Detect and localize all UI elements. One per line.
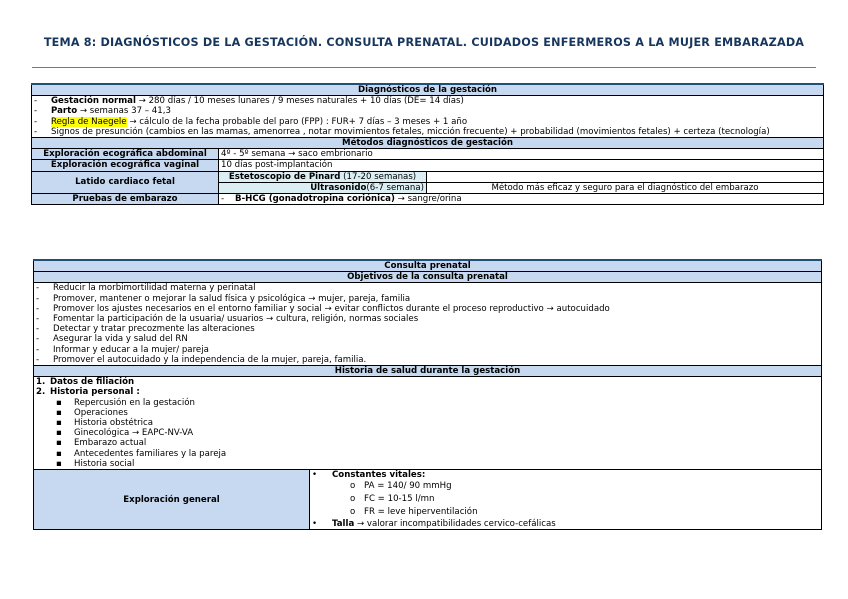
list-item: - Signos de presunción (cambios en las mamas, amenorrea , notar movimientos fetales, micción frecuente) + probabilidad (movimientos fetales) + certeza (tecnología) [34,126,770,137]
list-item: ▪ Repercusión en la gestación [56,397,195,408]
page-title: TEMA 8: DIAGNÓSTICOS DE LA GESTACIÓN. CONSULTA PRENATAL. CUIDADOS ENFERMEROS A LA MUJER EMBARAZADA [43,36,805,49]
ultrasonido-note: Método más eficaz y seguro para el diagnóstico del embarazo [427,182,824,193]
ultrasonido-cell: Ultrasonido(6-7 semana) [219,182,427,193]
eco-vaginal-label: Exploración ecográfica vaginal [32,160,219,171]
eco-abdominal-label: Exploración ecográfica abdominal [32,149,219,160]
eco-abdominal-value: 4º - 5º semana → saco embrionario [219,149,824,160]
latido-label: Latido cardiaco fetal [32,171,219,193]
list-item: 2. Historia personal : [36,387,140,398]
pruebas-value: - B-HCG (gonadotropina coriónica) → sangre/orina [219,194,824,205]
list-item: ▪ Embarazo actual [56,438,147,449]
list-item: ▪ Ginecológica → EAPC-NV-VA [56,428,194,439]
list-item: - Promover, mantener o mejorar la salud física y psicológica → mujer, pareja, familia [36,293,411,304]
list-item: - Promover los ajustes necesarios en el entorno familiar y social → evitar conflictos durante el proceso reproductivo → autocuidado [36,303,610,314]
pinard-note [427,171,824,182]
list-item: ▪ Historia obstétrica [56,418,154,429]
list-item: ▪ Historia social [56,458,135,469]
title-underline [32,67,816,68]
pinard-cell: Estetoscopio de Pinard (17-20 semanas) [219,171,427,182]
list-item: - Informar y educar a la mujer/ pareja [36,344,209,355]
list-item: - Reducir la morbimortilidad materna y perinatal [36,283,256,294]
objetivos-header: Objetivos de la consulta prenatal [34,272,822,283]
list-item: o PA = 140/ 90 mmHg [350,481,452,492]
diagnosticos-table [31,83,824,205]
consulta-header: Consulta prenatal [34,260,822,272]
consulta-table [33,259,822,530]
list-item: - Promover el autocuidado y la independencia de la mujer, pareja, familia. [36,354,367,365]
eco-vaginal-value: 10 días post-implantación [219,160,824,171]
objetivos-list [34,283,822,366]
list-item: - Gestación normal → 280 días / 10 meses lunares / 9 meses naturales + 10 días (DE= 14 días) [34,96,464,107]
diagnosticos-header: Diagnósticos de la gestación [32,84,824,96]
historia-list [34,377,822,470]
metodos-header: Métodos diagnósticos de gestación [32,138,824,149]
exploracion-label: Exploración general [34,470,310,530]
list-item: - Regla de Naegele → cálculo de la fecha probable del paro (FPP) : FUR+ 7 días – 3 meses + 1 año [34,116,468,127]
pruebas-label: Pruebas de embarazo [32,194,219,205]
list-item: • Constantes vitales: [312,470,426,481]
exploracion-content [310,470,822,530]
list-item: - Detectar y tratar precozmente las alteraciones [36,324,255,335]
list-item: ▪ Antecedentes familiares y la pareja [56,448,227,459]
highlighted-term: Regla de Naegele [51,116,127,127]
list-item: - Parto → semanas 37 – 41,3 [34,106,171,117]
list-item: • Talla → valorar incompatibilidades cervico-cefálicas [312,519,556,530]
diagnosticos-list [32,96,824,138]
list-item: - Fomentar la participación de la usuaria/ usuarios → cultura, religión, normas sociales [36,314,419,325]
list-item: 1. Datos de filiación [36,377,135,388]
historia-header: Historia de salud durante la gestación [34,366,822,377]
list-item: - Asegurar la vida y salud del RN [36,334,188,345]
list-item: o FC = 10-15 l/mn [350,494,435,505]
list-item: ▪ Operaciones [56,407,128,418]
list-item: o FR = leve hiperventilación [350,507,478,518]
